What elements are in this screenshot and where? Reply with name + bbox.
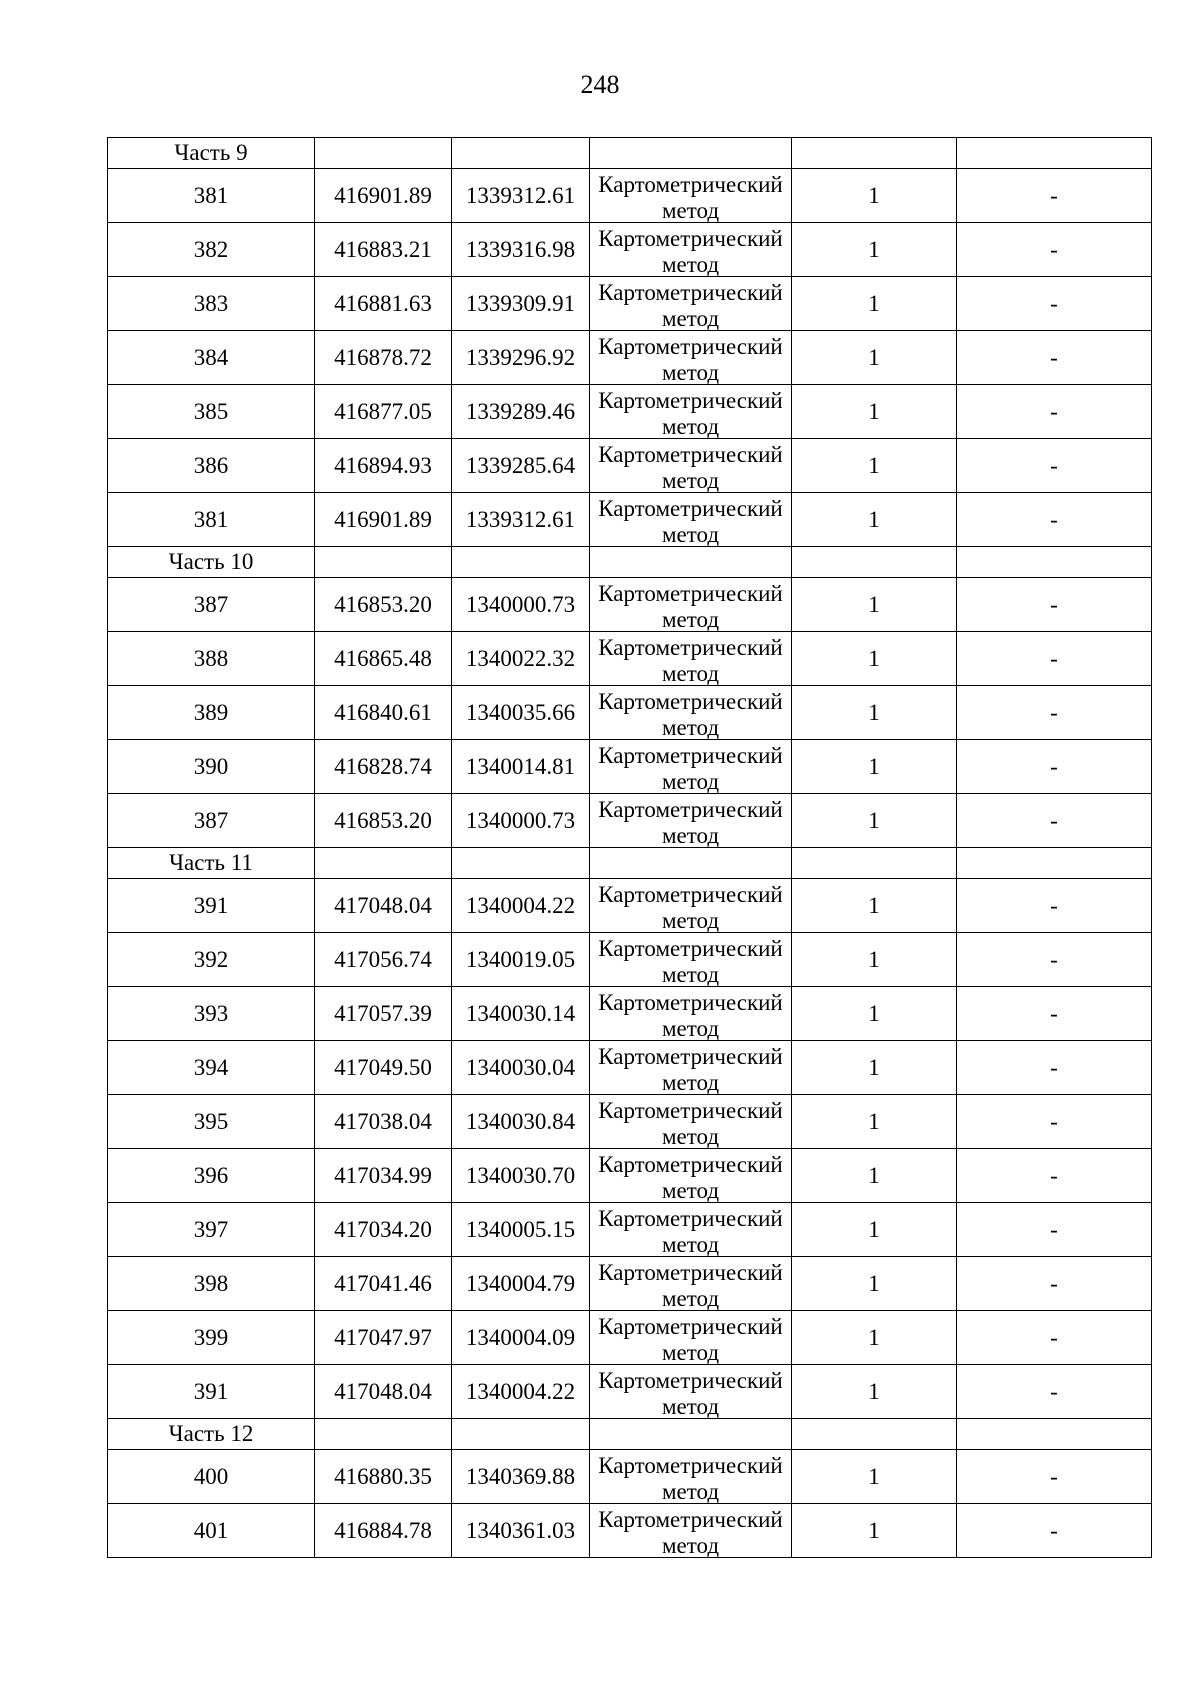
- empty-cell: [315, 848, 452, 879]
- note-cell: -: [957, 223, 1152, 277]
- section-header-row: [108, 138, 1152, 169]
- accuracy-cell: 1: [792, 493, 957, 547]
- accuracy-cell: 1: [792, 1095, 957, 1149]
- method-line-2: метод: [661, 768, 720, 794]
- point-number-cell: 401: [108, 1504, 315, 1558]
- accuracy-cell: 1: [792, 1041, 957, 1095]
- accuracy-cell: 1: [792, 987, 957, 1041]
- point-number-cell: 387: [108, 794, 315, 848]
- table-row: [108, 331, 1152, 385]
- point-number-cell: 394: [108, 1041, 315, 1095]
- y-coordinate-cell: 1339312.61: [452, 169, 590, 223]
- method-cell: [590, 686, 792, 740]
- empty-cell: [452, 138, 590, 169]
- method-cell: [590, 933, 792, 987]
- method-line-2: метод: [661, 1478, 720, 1504]
- accuracy-cell: 1: [792, 169, 957, 223]
- coordinates-table: [107, 137, 1152, 1558]
- point-number-cell: 381: [108, 169, 315, 223]
- x-coordinate-cell: 417034.20: [315, 1203, 452, 1257]
- method-line-2: метод: [661, 305, 720, 331]
- y-coordinate-cell: 1340004.22: [452, 879, 590, 933]
- section-title: Часть 9: [108, 138, 315, 169]
- method-cell: [590, 493, 792, 547]
- page-number: 248: [580, 70, 620, 99]
- y-coordinate-cell: 1340030.04: [452, 1041, 590, 1095]
- empty-cell: [315, 138, 452, 169]
- x-coordinate-cell: 416878.72: [315, 331, 452, 385]
- note-cell: -: [957, 1311, 1152, 1365]
- method-line-1: Картометрический: [598, 580, 783, 606]
- y-coordinate-cell: 1340019.05: [452, 933, 590, 987]
- accuracy-cell: 1: [792, 385, 957, 439]
- y-coordinate-cell: 1339309.91: [452, 277, 590, 331]
- method-line-1: Картометрический: [598, 279, 783, 305]
- note-cell: -: [957, 1504, 1152, 1558]
- y-coordinate-cell: 1340004.09: [452, 1311, 590, 1365]
- y-coordinate-cell: 1339289.46: [452, 385, 590, 439]
- method-line-1: Картометрический: [598, 1452, 783, 1478]
- table-row: [108, 385, 1152, 439]
- table-body: [108, 138, 1152, 1558]
- x-coordinate-cell: 417057.39: [315, 987, 452, 1041]
- y-coordinate-cell: 1340022.32: [452, 632, 590, 686]
- x-coordinate-cell: 416894.93: [315, 439, 452, 493]
- table-row: [108, 794, 1152, 848]
- table-row: [108, 1095, 1152, 1149]
- table-row: [108, 439, 1152, 493]
- note-cell: -: [957, 277, 1152, 331]
- point-number-cell: 397: [108, 1203, 315, 1257]
- y-coordinate-cell: 1340361.03: [452, 1504, 590, 1558]
- x-coordinate-cell: 416901.89: [315, 493, 452, 547]
- y-coordinate-cell: 1340000.73: [452, 794, 590, 848]
- point-number-cell: 392: [108, 933, 315, 987]
- note-cell: -: [957, 1365, 1152, 1419]
- x-coordinate-cell: 416840.61: [315, 686, 452, 740]
- accuracy-cell: 1: [792, 686, 957, 740]
- note-cell: -: [957, 686, 1152, 740]
- section-title: Часть 10: [108, 547, 315, 578]
- point-number-cell: 393: [108, 987, 315, 1041]
- method-cell: [590, 1504, 792, 1558]
- table-row: [108, 632, 1152, 686]
- method-line-2: метод: [661, 1015, 720, 1041]
- accuracy-cell: 1: [792, 1311, 957, 1365]
- x-coordinate-cell: 416884.78: [315, 1504, 452, 1558]
- note-cell: -: [957, 493, 1152, 547]
- x-coordinate-cell: 416828.74: [315, 740, 452, 794]
- method-cell: [590, 277, 792, 331]
- x-coordinate-cell: 416883.21: [315, 223, 452, 277]
- method-line-2: метод: [661, 1339, 720, 1365]
- method-line-1: Картометрический: [598, 441, 783, 467]
- point-number-cell: 387: [108, 578, 315, 632]
- x-coordinate-cell: 417048.04: [315, 1365, 452, 1419]
- method-cell: [590, 879, 792, 933]
- note-cell: -: [957, 794, 1152, 848]
- method-line-2: метод: [661, 413, 720, 439]
- method-line-2: метод: [661, 521, 720, 547]
- accuracy-cell: 1: [792, 632, 957, 686]
- empty-cell: [957, 1419, 1152, 1450]
- method-line-2: метод: [661, 714, 720, 740]
- method-line-1: Картометрический: [598, 935, 783, 961]
- note-cell: -: [957, 632, 1152, 686]
- method-line-2: метод: [661, 907, 720, 933]
- method-line-2: метод: [661, 1393, 720, 1419]
- method-cell: [590, 1203, 792, 1257]
- y-coordinate-cell: 1340004.22: [452, 1365, 590, 1419]
- note-cell: -: [957, 1450, 1152, 1504]
- empty-cell: [452, 1419, 590, 1450]
- note-cell: -: [957, 740, 1152, 794]
- method-cell: [590, 794, 792, 848]
- empty-cell: [792, 138, 957, 169]
- y-coordinate-cell: 1340005.15: [452, 1203, 590, 1257]
- method-line-2: метод: [661, 1285, 720, 1311]
- table-row: [108, 1311, 1152, 1365]
- table-row: [108, 1041, 1152, 1095]
- method-cell: [590, 439, 792, 493]
- accuracy-cell: 1: [792, 794, 957, 848]
- table-row: [108, 1365, 1152, 1419]
- table-row: [108, 933, 1152, 987]
- empty-cell: [452, 848, 590, 879]
- table-row: [108, 493, 1152, 547]
- method-line-2: метод: [661, 251, 720, 277]
- point-number-cell: 385: [108, 385, 315, 439]
- method-line-2: метод: [661, 359, 720, 385]
- section-header-row: [108, 848, 1152, 879]
- table-row: [108, 879, 1152, 933]
- note-cell: -: [957, 385, 1152, 439]
- note-cell: -: [957, 1257, 1152, 1311]
- method-line-1: Картометрический: [598, 1097, 783, 1123]
- method-line-2: метод: [661, 467, 720, 493]
- method-line-2: метод: [661, 1177, 720, 1203]
- method-line-1: Картометрический: [598, 742, 783, 768]
- accuracy-cell: 1: [792, 879, 957, 933]
- x-coordinate-cell: 416853.20: [315, 578, 452, 632]
- section-header-row: [108, 1419, 1152, 1450]
- point-number-cell: 390: [108, 740, 315, 794]
- method-cell: [590, 1365, 792, 1419]
- accuracy-cell: 1: [792, 331, 957, 385]
- method-line-2: метод: [661, 961, 720, 987]
- accuracy-cell: 1: [792, 1450, 957, 1504]
- y-coordinate-cell: 1340030.14: [452, 987, 590, 1041]
- accuracy-cell: 1: [792, 933, 957, 987]
- x-coordinate-cell: 417041.46: [315, 1257, 452, 1311]
- empty-cell: [957, 138, 1152, 169]
- method-line-1: Картометрический: [598, 989, 783, 1015]
- point-number-cell: 391: [108, 1365, 315, 1419]
- empty-cell: [590, 547, 792, 578]
- y-coordinate-cell: 1340035.66: [452, 686, 590, 740]
- x-coordinate-cell: 417049.50: [315, 1041, 452, 1095]
- table-row: [108, 1450, 1152, 1504]
- method-line-1: Картометрический: [598, 171, 783, 197]
- method-cell: [590, 1311, 792, 1365]
- accuracy-cell: 1: [792, 277, 957, 331]
- method-cell: [590, 578, 792, 632]
- note-cell: -: [957, 331, 1152, 385]
- accuracy-cell: 1: [792, 1149, 957, 1203]
- x-coordinate-cell: 417056.74: [315, 933, 452, 987]
- table-row: [108, 1203, 1152, 1257]
- table-row: [108, 1504, 1152, 1558]
- method-line-2: метод: [661, 1532, 720, 1558]
- point-number-cell: 388: [108, 632, 315, 686]
- method-line-2: метод: [661, 822, 720, 848]
- note-cell: -: [957, 1203, 1152, 1257]
- table-row: [108, 578, 1152, 632]
- x-coordinate-cell: 417034.99: [315, 1149, 452, 1203]
- note-cell: -: [957, 1149, 1152, 1203]
- method-line-2: метод: [661, 1123, 720, 1149]
- point-number-cell: 399: [108, 1311, 315, 1365]
- method-line-1: Картометрический: [598, 495, 783, 521]
- point-number-cell: 396: [108, 1149, 315, 1203]
- method-line-2: метод: [661, 1231, 720, 1257]
- point-number-cell: 391: [108, 879, 315, 933]
- method-cell: [590, 169, 792, 223]
- empty-cell: [957, 848, 1152, 879]
- method-cell: [590, 331, 792, 385]
- x-coordinate-cell: 417047.97: [315, 1311, 452, 1365]
- method-line-2: метод: [661, 660, 720, 686]
- empty-cell: [957, 547, 1152, 578]
- method-cell: [590, 632, 792, 686]
- empty-cell: [590, 1419, 792, 1450]
- y-coordinate-cell: 1340369.88: [452, 1450, 590, 1504]
- x-coordinate-cell: 417038.04: [315, 1095, 452, 1149]
- method-line-1: Картометрический: [598, 1313, 783, 1339]
- y-coordinate-cell: 1339312.61: [452, 493, 590, 547]
- method-cell: [590, 385, 792, 439]
- method-line-1: Картометрический: [598, 387, 783, 413]
- method-line-2: метод: [661, 606, 720, 632]
- method-cell: [590, 1041, 792, 1095]
- method-line-1: Картометрический: [598, 881, 783, 907]
- table-row: [108, 686, 1152, 740]
- accuracy-cell: 1: [792, 1203, 957, 1257]
- x-coordinate-cell: 416901.89: [315, 169, 452, 223]
- method-line-1: Картометрический: [598, 688, 783, 714]
- method-line-2: метод: [661, 1069, 720, 1095]
- table-row: [108, 1149, 1152, 1203]
- table-row: [108, 223, 1152, 277]
- y-coordinate-cell: 1340000.73: [452, 578, 590, 632]
- table-row: [108, 169, 1152, 223]
- method-cell: [590, 987, 792, 1041]
- empty-cell: [590, 848, 792, 879]
- point-number-cell: 395: [108, 1095, 315, 1149]
- accuracy-cell: 1: [792, 439, 957, 493]
- method-line-1: Картометрический: [598, 796, 783, 822]
- method-cell: [590, 1450, 792, 1504]
- empty-cell: [452, 547, 590, 578]
- x-coordinate-cell: 416881.63: [315, 277, 452, 331]
- y-coordinate-cell: 1340004.79: [452, 1257, 590, 1311]
- point-number-cell: 384: [108, 331, 315, 385]
- table-row: [108, 740, 1152, 794]
- note-cell: -: [957, 1041, 1152, 1095]
- table-row: [108, 277, 1152, 331]
- accuracy-cell: 1: [792, 1504, 957, 1558]
- accuracy-cell: 1: [792, 1257, 957, 1311]
- table-row: [108, 1257, 1152, 1311]
- method-cell: [590, 1095, 792, 1149]
- note-cell: -: [957, 933, 1152, 987]
- y-coordinate-cell: 1339296.92: [452, 331, 590, 385]
- note-cell: -: [957, 1095, 1152, 1149]
- accuracy-cell: 1: [792, 740, 957, 794]
- note-cell: -: [957, 879, 1152, 933]
- empty-cell: [792, 1419, 957, 1450]
- empty-cell: [315, 1419, 452, 1450]
- method-line-1: Картометрический: [598, 1506, 783, 1532]
- note-cell: -: [957, 987, 1152, 1041]
- accuracy-cell: 1: [792, 578, 957, 632]
- method-line-1: Картометрический: [598, 1043, 783, 1069]
- note-cell: -: [957, 439, 1152, 493]
- y-coordinate-cell: 1339316.98: [452, 223, 590, 277]
- point-number-cell: 398: [108, 1257, 315, 1311]
- method-line-1: Картометрический: [598, 1205, 783, 1231]
- method-line-1: Картометрический: [598, 1259, 783, 1285]
- empty-cell: [315, 547, 452, 578]
- method-line-1: Картометрический: [598, 333, 783, 359]
- method-line-1: Картометрический: [598, 225, 783, 251]
- x-coordinate-cell: 416865.48: [315, 632, 452, 686]
- point-number-cell: 383: [108, 277, 315, 331]
- note-cell: -: [957, 578, 1152, 632]
- y-coordinate-cell: 1340030.70: [452, 1149, 590, 1203]
- section-title: Часть 12: [108, 1419, 315, 1450]
- method-cell: [590, 1257, 792, 1311]
- accuracy-cell: 1: [792, 223, 957, 277]
- point-number-cell: 386: [108, 439, 315, 493]
- note-cell: -: [957, 169, 1152, 223]
- x-coordinate-cell: 416877.05: [315, 385, 452, 439]
- method-cell: [590, 1149, 792, 1203]
- point-number-cell: 382: [108, 223, 315, 277]
- section-title: Часть 11: [108, 848, 315, 879]
- accuracy-cell: 1: [792, 1365, 957, 1419]
- method-cell: [590, 223, 792, 277]
- x-coordinate-cell: 416880.35: [315, 1450, 452, 1504]
- y-coordinate-cell: 1340014.81: [452, 740, 590, 794]
- method-line-2: метод: [661, 197, 720, 223]
- y-coordinate-cell: 1340030.84: [452, 1095, 590, 1149]
- empty-cell: [792, 848, 957, 879]
- method-line-1: Картометрический: [598, 1151, 783, 1177]
- method-cell: [590, 740, 792, 794]
- section-header-row: [108, 547, 1152, 578]
- point-number-cell: 381: [108, 493, 315, 547]
- method-line-1: Картометрический: [598, 1367, 783, 1393]
- method-line-1: Картометрический: [598, 634, 783, 660]
- empty-cell: [792, 547, 957, 578]
- x-coordinate-cell: 416853.20: [315, 794, 452, 848]
- x-coordinate-cell: 417048.04: [315, 879, 452, 933]
- table-row: [108, 987, 1152, 1041]
- point-number-cell: 400: [108, 1450, 315, 1504]
- y-coordinate-cell: 1339285.64: [452, 439, 590, 493]
- point-number-cell: 389: [108, 686, 315, 740]
- empty-cell: [590, 138, 792, 169]
